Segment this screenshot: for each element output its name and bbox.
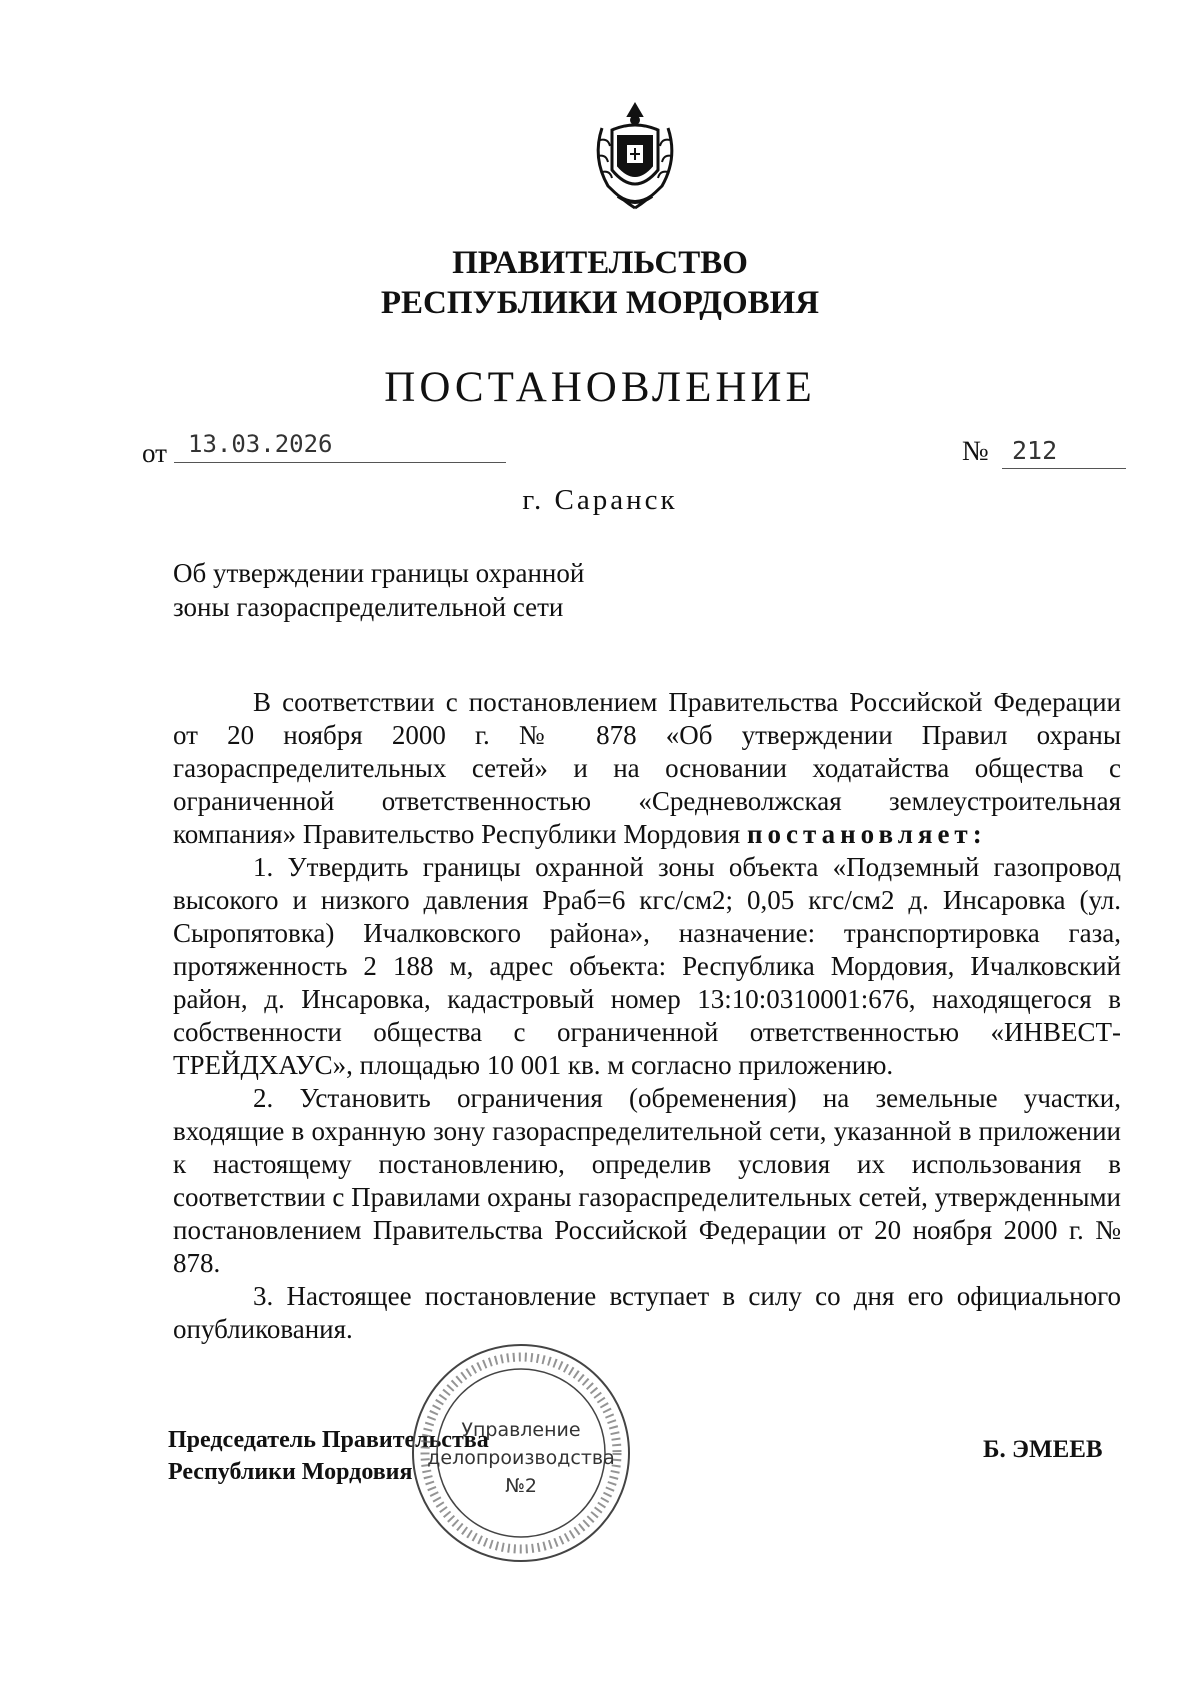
document-body bbox=[173, 686, 1121, 1346]
stamp-line2: делопроизводства bbox=[427, 1447, 615, 1469]
document-subject bbox=[173, 556, 584, 624]
signatory-title-line1: Председатель Правительства bbox=[168, 1427, 489, 1453]
item-1: 1. Утвердить границы охранной зоны объекта «Подземный газопровод высокого и низкого давления Рраб=6 кгс/см2; 0,05 кгс/см2 д. Инсаровка (ул. Сыропятовка) Ичалковского района», назначение: транспортировка газа, протяженность 2 188 м, адрес объекта: Республика Мордовия, Ичалковский район, д. Инсаровка, кадастровый номер 13:10:0310001:676, находящегося в собственности общества с ограниченной ответственностью «ИНВЕСТ-ТРЕЙДХАУС», площадью 10 001 кв. м согласно приложению. bbox=[173, 852, 1121, 1080]
organization-name-line2: РЕСПУБЛИКИ МОРДОВИЯ bbox=[380, 285, 820, 321]
document-number: 212 bbox=[1012, 436, 1058, 465]
item-2: 2. Установить ограничения (обременения) на земельные участки, входящие в охранную зону газораспределительной сети, указанной в приложении к настоящему постановлению, определив условия их использования в соответствии с Правилами охраны газораспределительных сетей, утвержденными постановлением Правительства Российской Федерации от 20 ноября 2000 г. № 878. bbox=[173, 1083, 1121, 1278]
stamp-line3: №2 bbox=[505, 1475, 537, 1497]
city: г. Саранск bbox=[522, 484, 678, 516]
date-prefix: от bbox=[142, 438, 167, 468]
preamble-paragraph bbox=[173, 686, 1121, 851]
coat-of-arms-icon bbox=[582, 100, 688, 216]
signatory-name: Б. ЭМЕЕВ bbox=[983, 1436, 1103, 1463]
subject-line2: зоны газораспределительной сети bbox=[173, 592, 564, 622]
document-type: ПОСТАНОВЛЕНИЕ bbox=[384, 364, 816, 411]
resolves-word: постановляет: bbox=[746, 819, 987, 849]
document-date: 13.03.2026 bbox=[188, 430, 333, 458]
official-stamp-icon bbox=[408, 1340, 634, 1566]
stamp-line1: Управление bbox=[461, 1419, 581, 1441]
item-3: 3. Настоящее постановление вступает в силу со дня его официального опубликования. bbox=[173, 1281, 1121, 1344]
subject-line1: Об утверждении границы охранной bbox=[173, 558, 585, 588]
number-sign: № bbox=[962, 436, 989, 467]
preamble-text: В соответствии с постановлением Правительства Российской Федерации от 20 ноября 2000 г. № 878 «Об утверждении Правил охраны газораспределительных сетей» и на основании ходатайства общества с ограниченной ответственностью «Средневолжская землеустроительная компания» Правительство Республики Мордовия bbox=[173, 687, 1121, 849]
organization-name-line1: ПРАВИТЕЛЬСТВО bbox=[452, 245, 748, 281]
signatory-title-line2: Республики Мордовия bbox=[168, 1459, 413, 1485]
